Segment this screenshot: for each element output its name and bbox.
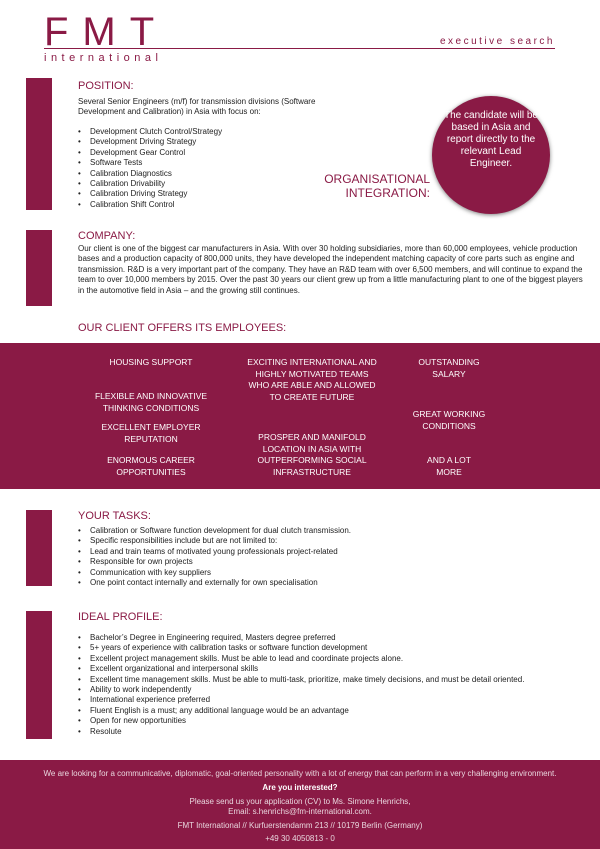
- profile-list: [78, 633, 588, 737]
- position-list: [78, 127, 308, 210]
- tasks-accent-bar: [26, 510, 52, 586]
- position-accent-bar: [26, 78, 52, 210]
- footer-address: FMT International // Kurfuerstendamm 213 // 10179 Berlin (Germany): [177, 821, 423, 830]
- list-item: • Calibration Driving Strategy: [78, 189, 308, 199]
- list-item: • 5+ years of experience with calibration tasks or software function development: [78, 643, 588, 653]
- company-text: Our client is one of the biggest car manufacturers in Asia. With over 30 holding subsidiaries, more than 60,000 employees, vehicle production bases and a production capacity of 800,000 units, they have developed the independent matching capacity of core parts such as engine and transmission. R&D is a very important part of the company. They have an R&D team with over 6,500 members, and will continue to expand the team to over 10,000 members by 2015. Over the past 30 years our client grew up from a little manufacturing plant to one of the biggest players in the automotive field in Asia – and the growing still continues.: [78, 244, 583, 295]
- list-item: • Fluent English is a must; any additional language would be an advantage: [78, 706, 588, 716]
- list-item: • Calibration Diagnostics: [78, 169, 308, 179]
- list-item: • Responsible for own projects: [78, 557, 558, 567]
- position-title: POSITION:: [78, 80, 134, 92]
- logo-main: FMT: [44, 10, 169, 54]
- list-item: • Communication with key suppliers: [78, 568, 558, 578]
- org-line-1: ORGANISATIONAL: [324, 172, 430, 186]
- list-item: • Calibration Drivability: [78, 179, 308, 189]
- list-item: • Software Tests: [78, 158, 308, 168]
- position-intro: Several Senior Engineers (m/f) for transmission divisions (Software Development and Calibration) in Asia with focus on:: [78, 97, 316, 117]
- offer-item: EXCELLENT EMPLOYER REPUTATION: [101, 422, 201, 444]
- list-item: • Calibration Shift Control: [78, 200, 308, 210]
- list-item: • Development Clutch Control/Strategy: [78, 127, 308, 137]
- offers-title: OUR CLIENT OFFERS ITS EMPLOYEES:: [78, 322, 287, 334]
- footer-statement: We are looking for a communicative, diplomatic, goal-oriented personality with a lot of energy that can perform in a very challenging environment.: [43, 769, 557, 778]
- list-item: • Development Driving Strategy: [78, 137, 308, 147]
- company-title: COMPANY:: [78, 230, 136, 242]
- footer-phone: +49 30 4050813 - 0: [265, 834, 335, 843]
- footer-email[interactable]: Email: s.henrichs@fm-international.com.: [228, 807, 372, 816]
- profile-accent-bar: [26, 611, 52, 739]
- offer-item: PROSPER AND MANIFOLD LOCATION IN ASIA WITH OUTPERFORMING SOCIAL INFRASTRUCTURE: [257, 432, 367, 477]
- tasks-title: YOUR TASKS:: [78, 510, 151, 522]
- footer-application: Please send us your application (CV) to Ms. Simone Henrichs,: [189, 797, 411, 806]
- list-item: • Calibration or Software function development for dual clutch transmission.: [78, 526, 558, 536]
- tasks-list: [78, 526, 558, 588]
- offer-item: GREAT WORKING CONDITIONS: [412, 409, 486, 431]
- list-item: • Excellent project management skills. Must be able to lead and coordinate projects alone.: [78, 654, 588, 664]
- candidate-circle-text: The candidate will be based in Asia and report directly to the relevant Lead Engineer.: [444, 110, 538, 169]
- candidate-circle: [432, 96, 550, 214]
- company-logo: [44, 12, 224, 64]
- list-item: • Bachelor’s Degree in Engineering required, Masters degree preferred: [78, 633, 588, 643]
- offer-item: EXCITING INTERNATIONAL AND HIGHLY MOTIVATED TEAMS WHO ARE ABLE AND ALLOWED TO CREATE FUTURE: [247, 357, 377, 402]
- logo-sub: international: [44, 52, 163, 64]
- organisational-integration-heading: [300, 172, 430, 200]
- org-line-2: INTEGRATION:: [345, 186, 430, 200]
- company-accent-bar: [26, 230, 52, 306]
- offer-item: AND A LOT MORE: [427, 455, 471, 477]
- list-item: • Specific responsibilities include but are not limited to:: [78, 536, 558, 546]
- list-item: • Open for new opportunities: [78, 716, 588, 726]
- header-rule: [44, 48, 555, 49]
- offer-item: OUTSTANDING SALARY: [418, 357, 480, 379]
- list-item: • One point contact internally and externally for own specialisation: [78, 578, 558, 588]
- list-item: • Ability to work independently: [78, 685, 588, 695]
- profile-title: IDEAL PROFILE:: [78, 611, 163, 623]
- offer-item: FLEXIBLE AND INNOVATIVE THINKING CONDITIONS: [94, 391, 208, 413]
- list-item: • Excellent time management skills. Must be able to multi-task, prioritize, make timely decisions, and must be detail oriented.: [78, 675, 588, 685]
- list-item: • Excellent organizational and interpersonal skills: [78, 664, 588, 674]
- list-item: • Development Gear Control: [78, 148, 308, 158]
- list-item: • Resolute: [78, 727, 588, 737]
- list-item: • International experience preferred: [78, 695, 588, 705]
- offer-item: HOUSING SUPPORT: [109, 357, 193, 367]
- offer-item: ENORMOUS CAREER OPPORTUNITIES: [107, 455, 195, 477]
- list-item: • Lead and train teams of motivated young professionals project-related: [78, 547, 558, 557]
- tagline: executive search: [439, 36, 555, 47]
- footer-question: Are you interested?: [262, 783, 338, 792]
